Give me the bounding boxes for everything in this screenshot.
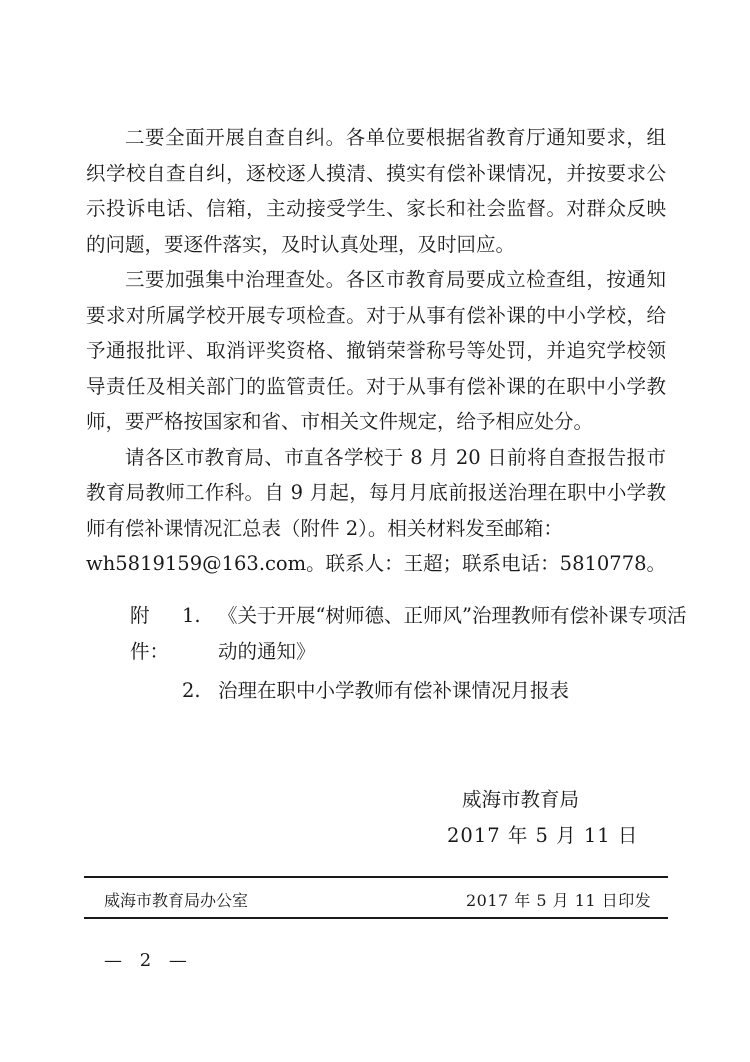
attachment-number: 2. [182,679,201,702]
paragraph-concentrated-governance: 三要加强集中治理查处。各区市教育局要成立检查组，按通知要求对所属学校开展专项检查。对于从事有偿补课的中小学校，给予通报批评、取消评奖资格、撤销荣誉称号等处罚，并追究学校领导责任及相关部门的监管责任。对于从事有偿补课的在职中小学教师，要严格按国家和省、市相关文件规定，给予相应处分。 [86,268,666,433]
attachments-list [130,598,690,713]
signature-date: 2017 年 5 月 11 日 [447,824,639,847]
attachment-item [130,598,690,669]
footer-issuer: 威海市教育局办公室 [104,891,249,910]
attachment-title: 治理在职中小学教师有偿补课情况月报表 [218,679,570,702]
signature-organization: 威海市教育局 [462,788,580,811]
contact-line: wh5819159@163.com。联系人：王超；联系电话：5810778。 [86,552,667,575]
body-text [86,120,666,582]
paragraph-report-request: 请各区市教育局、市直各学校于 8 月 20 日前将自查报告报市教育局教师工作科。自 9 月起，每月月底前报送治理在职中小学教师有偿补课情况汇总表（附件 2）。相关材料发至邮箱： [86,445,666,540]
paragraph-self-inspection: 二要全面开展自查自纠。各单位要根据省教育厅通知要求，组织学校自查自纠，逐校逐人摸清、摸实有偿补课情况，并按要求公示投诉电话、信箱，主动接受学生、家长和社会监督。对群众反映的问题，要逐件落实，及时认真处理，及时回应。 [86,126,666,256]
page-number: — 2 — [104,950,193,971]
footer-print-date: 2017 年 5 月 11 日印发 [466,891,652,910]
footer-bottom-rule [84,917,668,919]
attachment-item [130,673,690,709]
attachment-title: 《关于开展“树师德、正师风”治理教师有偿补课专项活动的通知》 [218,604,687,663]
attachments-label: 附件： [130,604,170,663]
footer-top-rule [84,876,668,878]
attachment-number: 1. [182,604,201,627]
